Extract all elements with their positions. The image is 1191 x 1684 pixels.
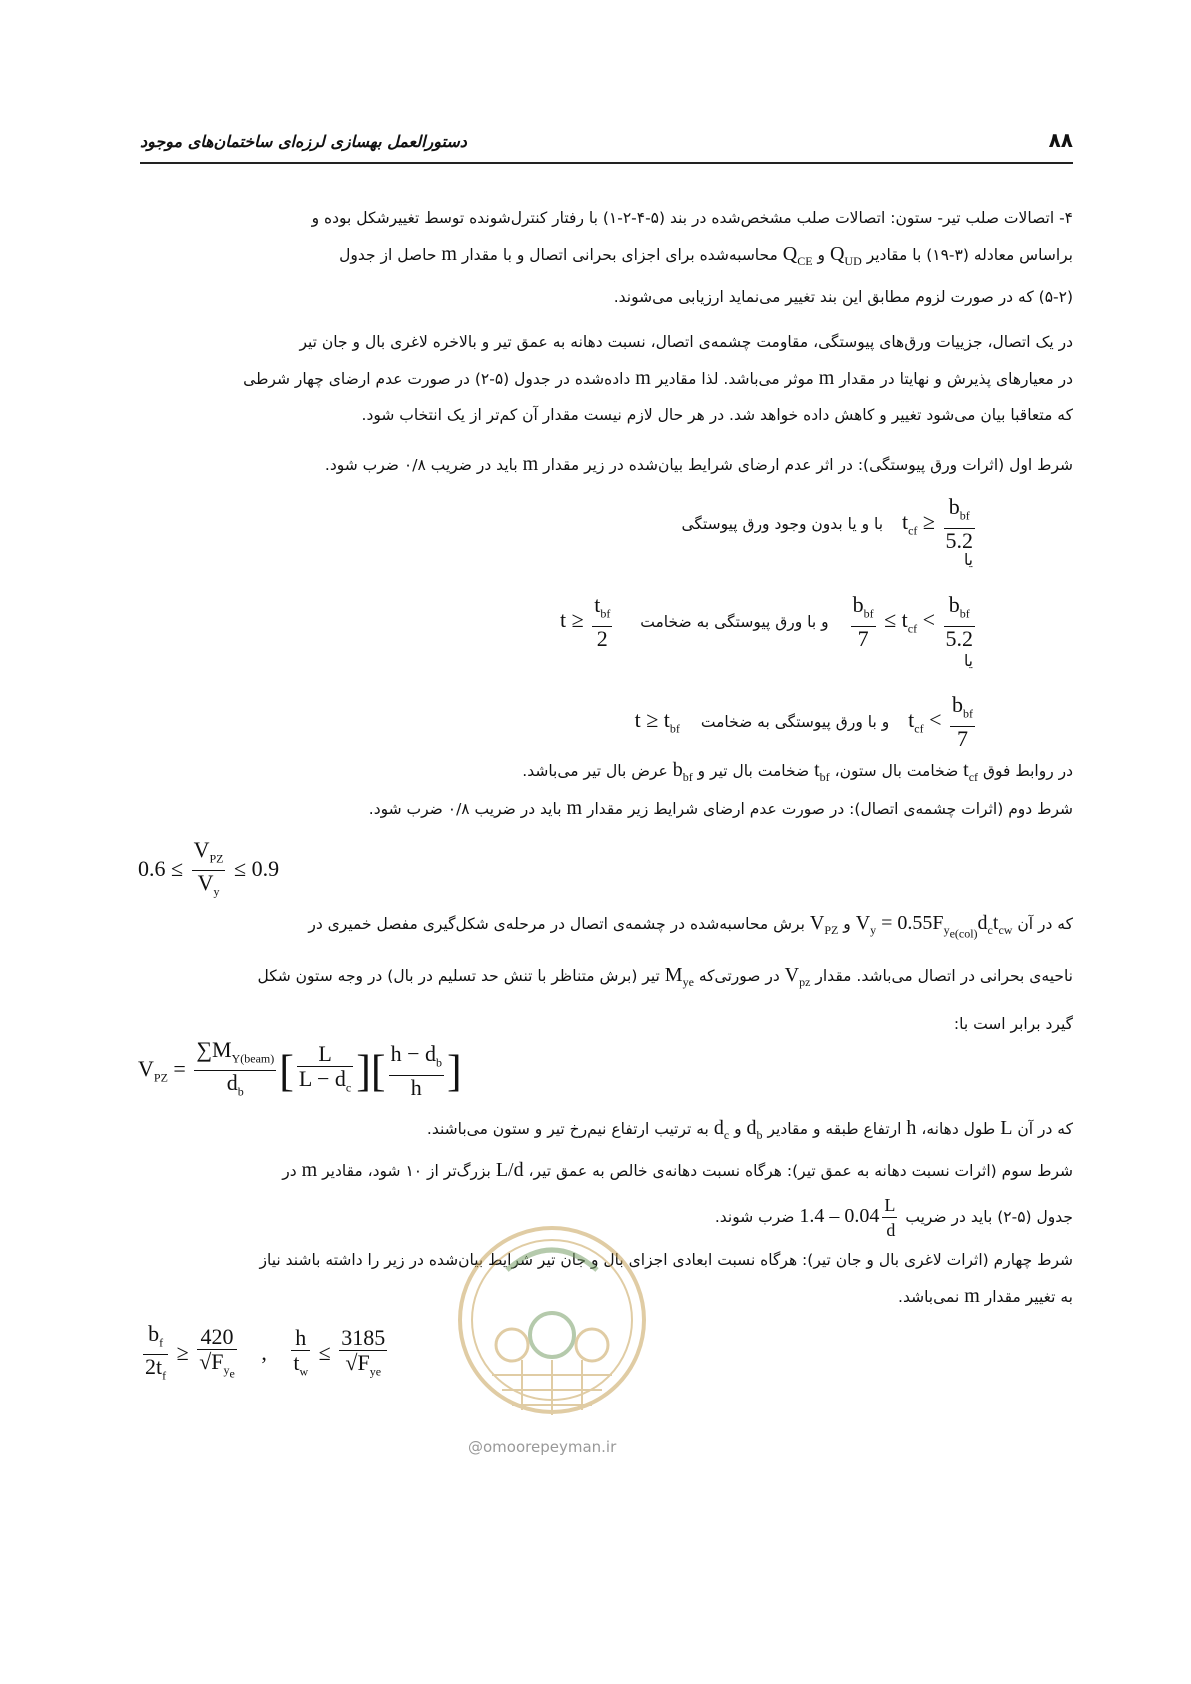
p1-line1: ۴- اتصالات صلب تیر- ستون: اتصالات صلب مشخص‌شده در بند (۵-۴-۲-۱) با رفتار کنترل‌شونده توسط تغییرشکل بوده و — [311, 209, 1073, 227]
condition-3: شرط سوم (اثرات نسبت دهانه به عمق تیر): هرگاه نسبت دهانه‌ی خالص به عمق تیر، L/d بزرگ‌تر از ۱۰ شود، مقادیر m در جدول (۵-۲) باید در ضریب 1.4 – 0.04 $\frac{L}{d}$ ضرب شوند. — [282, 1159, 1073, 1240]
condition-1-intro: شرط اول (اثرات ورق پیوستگی): در اثر عدم ارضای شرایط بیان‌شده در زیر مقدار m باید در ضریب ۰/۸ ضرب شود. — [324, 453, 1073, 475]
equation-continuity-3: $t_{cf}$ < $\frac{b_{bf}}{7}$ و با ورق پیوستگی به ضخامت $t \ge t_{bf}$ — [634, 692, 973, 751]
p1-line2: براساس معادله (۳-۱۹) با مقادیر $Q_{UD}$ و $Q_{CE}$ محاسبه‌شده برای اجزای بحرانی اتصال و با مقدار m حاصل از جدول — [339, 243, 1073, 268]
or-text-1: یا — [963, 551, 973, 569]
page-header — [140, 128, 1073, 160]
watermark-logo — [452, 1210, 652, 1440]
equation-slenderness: $\frac{b_f}{2t_f}$ ≥ $\frac{420}{√F_{y_e}}$ , $\frac{h}{t_w}$ ≤ $\frac{3185}{√F_{ye}}$ — [145, 1321, 386, 1383]
header-rule — [140, 162, 1073, 164]
panel-zone-explanation: که در آن $V_y = 0.55F_{y_{e(col)}}d_ct_{cw}$ و $V_{PZ}$ برش محاسبه‌شده در چشمه‌ی اتصال در مرحله‌ی شکل‌گیری مفصل خمیری در ناحیه‌ی بحرانی در اتصال می‌باشد. مقدار $V_{pz}$ در صورتی‌که $M_{ye}$ تیر (برش متناظر با تنش حد تسلیم در بال) در وجه ستون شکل گیرد برابر است با: — [257, 912, 1073, 1034]
watermark-site-text: @omoorepeyman.ir — [468, 1438, 617, 1456]
definitions-line: در روابط فوق $t_{cf}$ ضخامت بال ستون، $t_{bf}$ ضخامت بال تیر و $b_{bf}$ عرض بال تیر می‌باشد. — [522, 759, 1073, 784]
equation-vpz: $V_{PZ}$ = $\frac{\sum M_{Y(beam)}}{d_b}$ [ $\frac{L}{L - d_c}$ ][ $\frac{h - d_b}{h}$ ] — [138, 1037, 462, 1100]
condition-2-intro: شرط دوم (اثرات چشمه‌ی اتصال): در صورت عدم ارضای شرایط زیر مقدار m باید در ضریب ۰/۸ ضرب شود. — [368, 797, 1073, 819]
paragraph-connection-details: در یک اتصال، جزییات ورق‌های پیوستگی، مقاومت چشمه‌ی اتصال، نسبت دهانه به عمق تیر و بالاخره لاغری بال و جان تیر در معیارهای پذیرش و نهایتا در مقدار m موثر می‌باشد. لذا مقادیر m داده‌شده در جدول (۵-۲) در صورت عدم ارضای چهار شرطی که متعاقبا بیان می‌شود تغییر و کاهش داده خواهد شد. در هر حال لازم نیست مقدار آن کم‌تر از یک انتخاب شود. — [243, 333, 1073, 424]
running-title: دستورالعمل بهسازی لرزه‌ای ساختمان‌های موجود — [140, 132, 467, 151]
page-number: ۸۸ — [1048, 128, 1073, 152]
paragraph-rigid-connections — [138, 200, 1073, 315]
condition-4: شرط چهارم (اثرات لاغری بال و جان تیر): هرگاه نسبت ابعادی اجزای بال و جان تیر شرایط بیان‌شده در زیر را داشته باشند نیاز به تغییر مقدار m نمی‌باشد. — [259, 1251, 1073, 1307]
equation-panel-zone-range: 0.6 ≤ $\frac{V_{PZ}}{V_y}$ ≤ 0.9 — [138, 837, 280, 899]
p1-line3: (۵-۲) که در صورت لزوم مطابق این بند تغییر می‌نماید ارزیابی می‌شوند. — [613, 288, 1073, 306]
equation-continuity-1: $t_{cf}$ ≥ $\frac{b_{bf}}{5.2}$ با و یا بدون وجود ورق پیوستگی — [681, 494, 973, 553]
vpz-definitions: که در آن L طول دهانه، h ارتفاع طبقه و مقادیر $d_b$ و $d_c$ به ترتیب ارتفاع نیم‌رخ تیر و ستون می‌باشند. — [426, 1117, 1073, 1142]
or-text-2: یا — [963, 652, 973, 670]
equation-continuity-2: $\frac{b_{bf}}{7}$ ≤ $t_{cf}$ < $\frac{b_{bf}}{5.2}$ و با ورق پیوستگی به ضخامت t ≥ $\frac{t_{bf}}{2}$ — [560, 592, 973, 651]
